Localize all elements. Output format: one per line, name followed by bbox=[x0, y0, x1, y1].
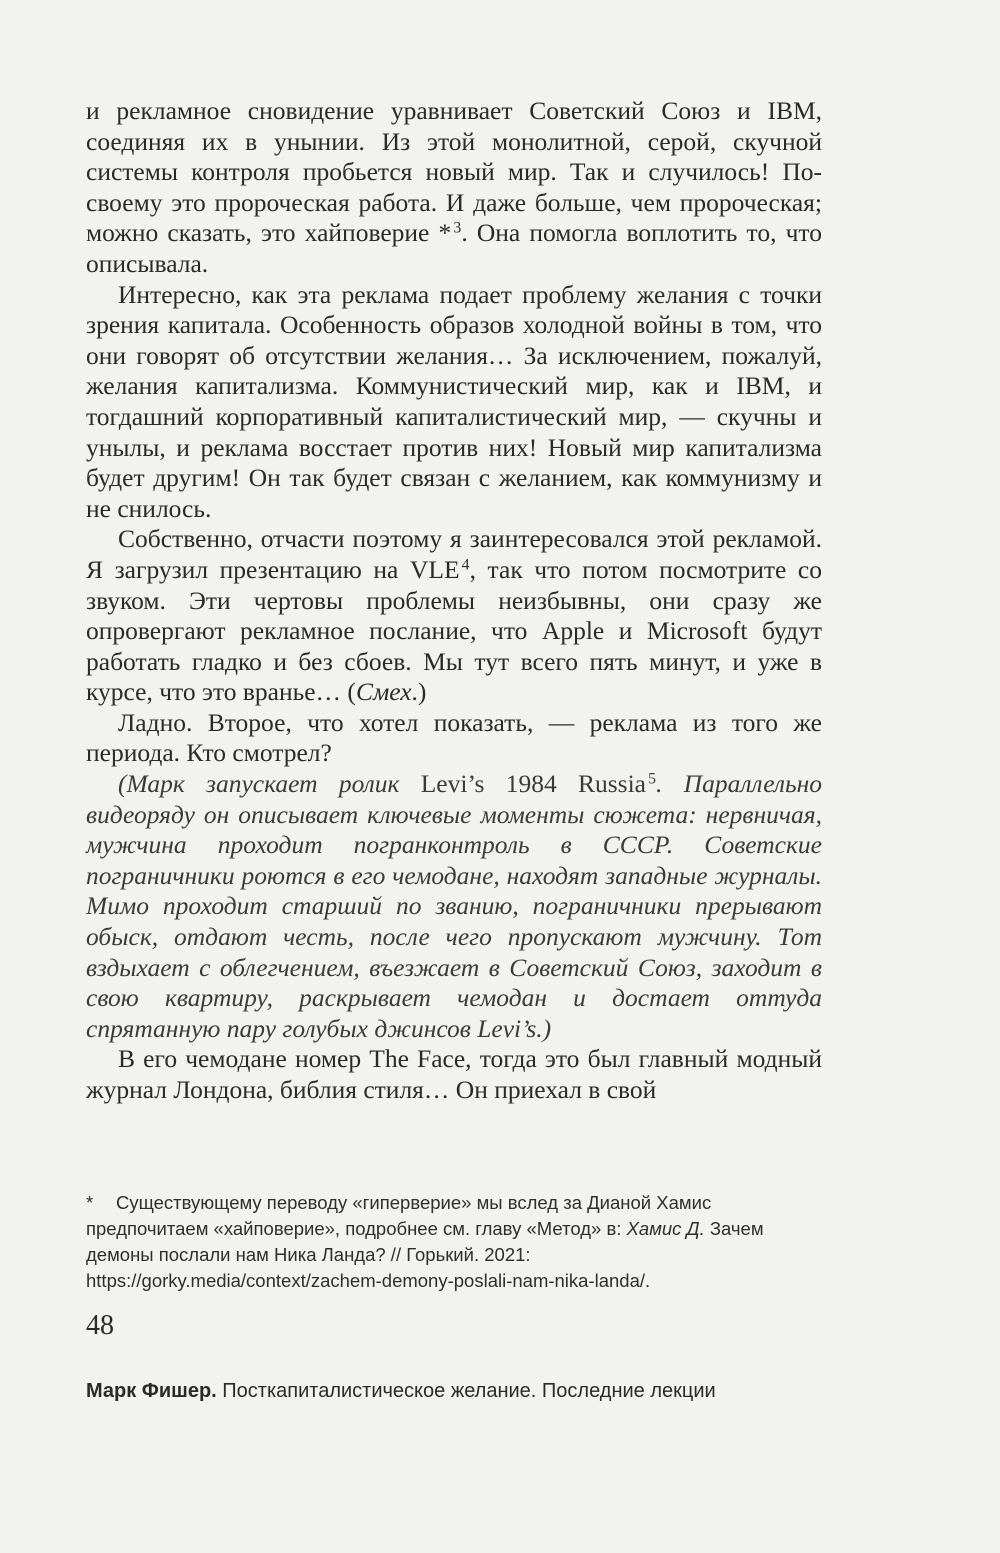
note-ref-3: 3 bbox=[453, 219, 462, 237]
stage-direction-text: . Параллельно видеоряду он описывает ключевые моменты сюжета: нервничая, мужчина проходит погранконтроль в СССР. Советские пограничники роются в его чемодане, находят западные журналы. Мимо проходит старший по званию, пограничники прерывают обыск, отдают честь, после чего пропускают мужчину. Тот вздыхает с облегчением, въезжает в Советский Союз, заходит в свою квартиру, раскрывает чемодан и достает оттуда спрятанную пару голубых джинсов Levi’s.) bbox=[86, 769, 822, 1043]
page-number: 48 bbox=[86, 1310, 114, 1341]
running-footer bbox=[86, 1380, 716, 1403]
footnote-asterisk: * bbox=[438, 218, 452, 248]
footer-author: Марк Фишер. bbox=[86, 1380, 217, 1402]
paragraph-3-mid: , так что потом посмотрите со звуком. Эти чертовы проблемы неизбывны, они сразу же опровергают рекламное послание, что Apple и Microsoft будут работать гладко и без сбоев. Мы тут всего пять минут, и уже в курсе, что это вранье… ( bbox=[86, 554, 822, 707]
paragraph-5: В его чемодане номер The Face, тогда это был главный модный журнал Лондона, библия стиля… Он приехал в свой bbox=[86, 1044, 822, 1104]
footnote-marker: * bbox=[86, 1192, 94, 1213]
note-ref-5: 5 bbox=[648, 770, 657, 788]
laughter-remark: Смех bbox=[355, 677, 412, 707]
paragraph-3-text: Собственно, отчасти поэтому я заинтересовался этой рекламой. Я загрузил презентацию на VLE bbox=[86, 524, 822, 584]
footer-book-title: Посткапиталистическое желание. Последние лекции bbox=[216, 1380, 716, 1402]
footnote-text-after: Зачем демоны послали нам Ника Ланда? // Горький. 2021: https://gorky.media/context/zachem-demony-poslali-nam-nika-landa/. bbox=[86, 1218, 764, 1291]
paragraph-1 bbox=[86, 96, 822, 280]
paragraph-3 bbox=[86, 524, 822, 708]
paragraph-1-text: и рекламное сновидение уравнивает Советский Союз и IBM, соединяя их в унынии. Из этой монолитной, серой, скучной системы контроля пробьется новый мир. Так и случилось! По-своему это пророческая работа. И даже больше, чем пророческая; можно сказать, это хайповерие bbox=[86, 96, 822, 248]
paragraph-4: Ладно. Второе, что хотел показать, — реклама из того же периода. Кто смотрел? bbox=[86, 707, 822, 768]
footnote-text bbox=[86, 1190, 822, 1294]
footnote bbox=[86, 1190, 822, 1294]
stage-direction bbox=[86, 769, 822, 1044]
main-text bbox=[86, 96, 822, 1106]
footnote-author: Хамис Д. bbox=[626, 1218, 705, 1239]
footnote-text-before: Существующему переводу «гиперверие» мы вслед за Дианой Хамис предпочитаем «хайповерие», подробнее см. главу «Метод» в: bbox=[86, 1192, 712, 1239]
paragraph-2: Интересно, как эта реклама подает проблему желания с точки зрения капитала. Особенность образов холодной войны в том, что они говорят об отсутствии желания… За исключением, пожалуй, желания капитализма. Коммунистический мир, как и IBM, и тогдашний корпоративный капиталистический мир, — скучны и унылы, и реклама восстает против них! Новый мир капитализма будет другим! Он так будет связан с желанием, как коммунизму и не снилось. bbox=[86, 279, 822, 523]
stage-direction-open: (Марк запускает ролик bbox=[118, 769, 421, 799]
paragraph-1-tail: . Она помогла воплотить то, что описывала. bbox=[86, 218, 822, 278]
ad-title: Levi’s 1984 Russia bbox=[420, 769, 646, 799]
paragraph-3-end: .) bbox=[411, 677, 427, 707]
note-ref-4: 4 bbox=[461, 556, 470, 574]
